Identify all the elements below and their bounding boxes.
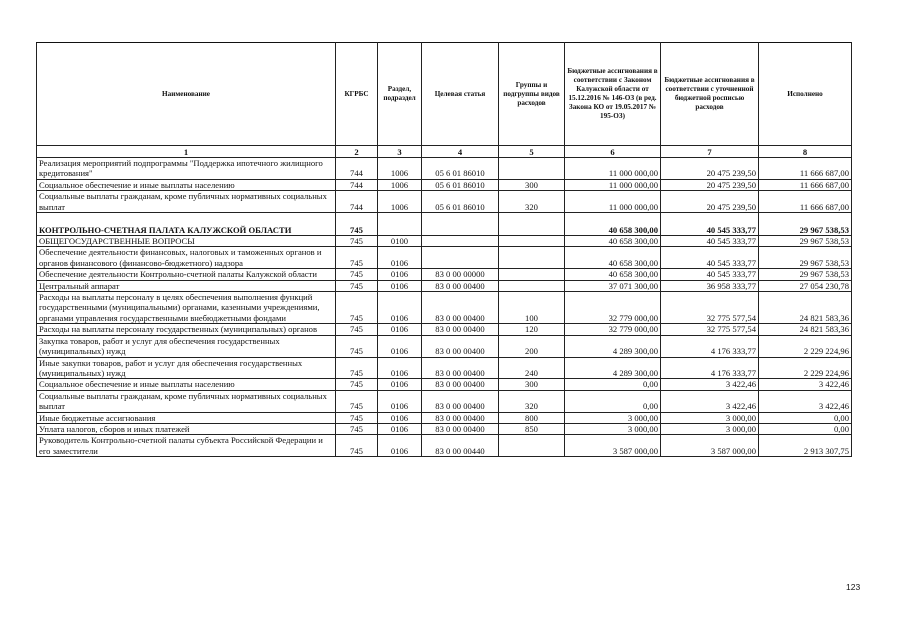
row-kgrbs: 744 xyxy=(336,158,378,180)
row-executed: 3 422,46 xyxy=(759,379,852,390)
table-row xyxy=(37,247,852,269)
row-section: 0106 xyxy=(378,280,422,291)
table-row xyxy=(37,324,852,335)
row-refined: 3 000,00 xyxy=(661,423,759,434)
row-group: 300 xyxy=(499,179,565,190)
row-target xyxy=(422,247,499,269)
row-executed: 24 821 583,36 xyxy=(759,324,852,335)
row-target: 83 0 00 00440 xyxy=(422,435,499,457)
row-executed: 27 054 230,78 xyxy=(759,280,852,291)
row-kgrbs: 745 xyxy=(336,292,378,324)
row-group: 100 xyxy=(499,292,565,324)
row-section: 0106 xyxy=(378,269,422,280)
table-row xyxy=(37,390,852,412)
row-name: Социальные выплаты гражданам, кроме публичных нормативных социальных выплат xyxy=(37,191,336,213)
header-budget: Бюджетные ассигнования в соответствии с Законом Калужской области от 15.12.2016 № 146-ОЗ (в ред. Закона КО от 19.05.2017 № 195-ОЗ) xyxy=(565,43,661,146)
row-group xyxy=(499,158,565,180)
row-kgrbs: 744 xyxy=(336,179,378,190)
row-refined: 20 475 239,50 xyxy=(661,158,759,180)
row-executed: 29 967 538,53 xyxy=(759,247,852,269)
row-refined: 3 587 000,00 xyxy=(661,435,759,457)
row-target: 83 0 00 00400 xyxy=(422,335,499,357)
row-budget: 40 658 300,00 xyxy=(565,247,661,269)
row-kgrbs: 745 xyxy=(336,412,378,423)
row-group: 320 xyxy=(499,390,565,412)
table-row xyxy=(37,379,852,390)
row-kgrbs: 745 xyxy=(336,379,378,390)
header-target: Целевая статья xyxy=(422,43,499,146)
row-budget: 11 000 000,00 xyxy=(565,179,661,190)
header-section: Раздел, подраздел xyxy=(378,43,422,146)
row-name: Социальные выплаты гражданам, кроме публичных нормативных социальных выплат xyxy=(37,390,336,412)
row-group: 120 xyxy=(499,324,565,335)
row-executed: 29 967 538,53 xyxy=(759,269,852,280)
row-refined: 4 176 333,77 xyxy=(661,357,759,379)
row-budget: 4 289 300,00 xyxy=(565,357,661,379)
row-target: 05 6 01 86010 xyxy=(422,191,499,213)
row-section: 0106 xyxy=(378,335,422,357)
row-kgrbs: 745 xyxy=(336,357,378,379)
row-section: 0106 xyxy=(378,292,422,324)
table-row xyxy=(37,158,852,180)
row-name: КОНТРОЛЬНО-СЧЕТНАЯ ПАЛАТА КАЛУЖСКОЙ ОБЛАСТИ xyxy=(37,213,336,236)
row-group: 200 xyxy=(499,335,565,357)
row-name: Закупка товаров, работ и услуг для обеспечения государственных (муниципальных) нужд xyxy=(37,335,336,357)
row-group xyxy=(499,213,565,236)
row-name: Центральный аппарат xyxy=(37,280,336,291)
row-refined: 32 775 577,54 xyxy=(661,324,759,335)
row-name: Руководитель Контрольно-счетной палаты субъекта Российской Федерации и его заместители xyxy=(37,435,336,457)
row-group: 240 xyxy=(499,357,565,379)
row-name: Реализация мероприятий подпрограммы "Поддержка ипотечного жилищного кредитования" xyxy=(37,158,336,180)
row-budget: 11 000 000,00 xyxy=(565,158,661,180)
row-target: 83 0 00 00400 xyxy=(422,412,499,423)
column-numbers-row xyxy=(37,146,852,158)
budget-table xyxy=(36,42,852,457)
row-refined: 3 422,46 xyxy=(661,390,759,412)
table-body xyxy=(37,158,852,457)
header-executed: Исполнено xyxy=(759,43,852,146)
row-budget: 0,00 xyxy=(565,379,661,390)
row-executed: 3 422,46 xyxy=(759,390,852,412)
row-kgrbs: 744 xyxy=(336,191,378,213)
row-name: Иные закупки товаров, работ и услуг для обеспечения государственных (муниципальных) нужд xyxy=(37,357,336,379)
row-kgrbs: 745 xyxy=(336,390,378,412)
row-section: 0100 xyxy=(378,236,422,247)
row-kgrbs: 745 xyxy=(336,269,378,280)
row-kgrbs: 745 xyxy=(336,213,378,236)
row-refined: 3 000,00 xyxy=(661,412,759,423)
table-row xyxy=(37,435,852,457)
row-executed: 11 666 687,00 xyxy=(759,191,852,213)
row-target: 83 0 00 00400 xyxy=(422,324,499,335)
row-group: 300 xyxy=(499,379,565,390)
column-number: 4 xyxy=(422,146,499,158)
row-name: Расходы на выплаты персоналу государственных (муниципальных) органов xyxy=(37,324,336,335)
row-target xyxy=(422,236,499,247)
row-target: 83 0 00 00000 xyxy=(422,269,499,280)
row-refined: 36 958 333,77 xyxy=(661,280,759,291)
row-group xyxy=(499,435,565,457)
header-kgrbs: КГРБС xyxy=(336,43,378,146)
row-section: 0106 xyxy=(378,247,422,269)
table-row xyxy=(37,280,852,291)
column-number: 3 xyxy=(378,146,422,158)
row-refined: 40 545 333,77 xyxy=(661,236,759,247)
row-name: Расходы на выплаты персоналу в целях обеспечения выполнения функций государственными (муниципальными) органами, казенными учреждениями, органами управления государственными внебюджетными фондами xyxy=(37,292,336,324)
row-budget: 3 000,00 xyxy=(565,412,661,423)
row-name: Обеспечение деятельности Контрольно-счетной палаты Калужской области xyxy=(37,269,336,280)
row-budget: 40 658 300,00 xyxy=(565,213,661,236)
row-budget: 40 658 300,00 xyxy=(565,236,661,247)
row-kgrbs: 745 xyxy=(336,335,378,357)
row-target: 83 0 00 00400 xyxy=(422,292,499,324)
row-refined: 40 545 333,77 xyxy=(661,247,759,269)
row-name: Социальное обеспечение и иные выплаты населению xyxy=(37,379,336,390)
header-name: Наименование xyxy=(37,43,336,146)
row-refined: 40 545 333,77 xyxy=(661,213,759,236)
row-refined: 32 775 577,54 xyxy=(661,292,759,324)
page-number: 123 xyxy=(846,582,861,592)
row-target: 05 6 01 86010 xyxy=(422,179,499,190)
row-section: 0106 xyxy=(378,435,422,457)
header-refined: Бюджетные ассигнования в соответствии с уточненной бюджетной росписью расходов xyxy=(661,43,759,146)
row-budget: 37 071 300,00 xyxy=(565,280,661,291)
column-number: 2 xyxy=(336,146,378,158)
header-group: Группы и подгруппы видов расходов xyxy=(499,43,565,146)
row-executed: 0,00 xyxy=(759,412,852,423)
row-target: 83 0 00 00400 xyxy=(422,390,499,412)
row-section: 0106 xyxy=(378,379,422,390)
row-name: Обеспечение деятельности финансовых, налоговых и таможенных органов и органов финансового (финансово-бюджетного) надзора xyxy=(37,247,336,269)
row-budget: 0,00 xyxy=(565,390,661,412)
row-budget: 3 587 000,00 xyxy=(565,435,661,457)
row-kgrbs: 745 xyxy=(336,435,378,457)
row-refined: 20 475 239,50 xyxy=(661,191,759,213)
table-row xyxy=(37,335,852,357)
row-section: 0106 xyxy=(378,390,422,412)
row-section: 0106 xyxy=(378,423,422,434)
table-row xyxy=(37,412,852,423)
row-budget: 3 000,00 xyxy=(565,423,661,434)
row-group: 800 xyxy=(499,412,565,423)
row-name: ОБЩЕГОСУДАРСТВЕННЫЕ ВОПРОСЫ xyxy=(37,236,336,247)
row-section xyxy=(378,213,422,236)
row-executed: 11 666 687,00 xyxy=(759,158,852,180)
row-target: 05 6 01 86010 xyxy=(422,158,499,180)
table-row xyxy=(37,236,852,247)
row-refined: 40 545 333,77 xyxy=(661,269,759,280)
row-refined: 20 475 239,50 xyxy=(661,179,759,190)
row-refined: 3 422,46 xyxy=(661,379,759,390)
row-kgrbs: 745 xyxy=(336,280,378,291)
row-group xyxy=(499,247,565,269)
row-kgrbs: 745 xyxy=(336,423,378,434)
row-executed: 2 913 307,75 xyxy=(759,435,852,457)
row-kgrbs: 745 xyxy=(336,324,378,335)
column-number: 7 xyxy=(661,146,759,158)
table-row xyxy=(37,191,852,213)
row-executed: 11 666 687,00 xyxy=(759,179,852,190)
table-row xyxy=(37,357,852,379)
row-section: 1006 xyxy=(378,179,422,190)
row-target: 83 0 00 00400 xyxy=(422,423,499,434)
row-section: 0106 xyxy=(378,412,422,423)
table-row xyxy=(37,213,852,236)
row-target: 83 0 00 00400 xyxy=(422,280,499,291)
row-target: 83 0 00 00400 xyxy=(422,357,499,379)
row-budget: 32 779 000,00 xyxy=(565,292,661,324)
table-header xyxy=(37,43,852,158)
table-row xyxy=(37,292,852,324)
column-number: 5 xyxy=(499,146,565,158)
row-budget: 4 289 300,00 xyxy=(565,335,661,357)
row-group: 320 xyxy=(499,191,565,213)
table-row xyxy=(37,423,852,434)
row-budget: 11 000 000,00 xyxy=(565,191,661,213)
row-target: 83 0 00 00400 xyxy=(422,379,499,390)
row-section: 0106 xyxy=(378,357,422,379)
row-refined: 4 176 333,77 xyxy=(661,335,759,357)
row-group xyxy=(499,280,565,291)
row-group xyxy=(499,269,565,280)
column-number: 1 xyxy=(37,146,336,158)
row-executed: 29 967 538,53 xyxy=(759,213,852,236)
column-number: 8 xyxy=(759,146,852,158)
row-executed: 2 229 224,96 xyxy=(759,357,852,379)
row-group xyxy=(499,236,565,247)
row-kgrbs: 745 xyxy=(336,247,378,269)
row-group: 850 xyxy=(499,423,565,434)
row-target xyxy=(422,213,499,236)
row-executed: 29 967 538,53 xyxy=(759,236,852,247)
row-section: 1006 xyxy=(378,158,422,180)
row-name: Иные бюджетные ассигнования xyxy=(37,412,336,423)
column-number: 6 xyxy=(565,146,661,158)
table-row xyxy=(37,269,852,280)
row-executed: 2 229 224,96 xyxy=(759,335,852,357)
row-budget: 32 779 000,00 xyxy=(565,324,661,335)
table-row xyxy=(37,179,852,190)
row-section: 1006 xyxy=(378,191,422,213)
row-executed: 0,00 xyxy=(759,423,852,434)
row-name: Уплата налогов, сборов и иных платежей xyxy=(37,423,336,434)
row-kgrbs: 745 xyxy=(336,236,378,247)
row-name: Социальное обеспечение и иные выплаты населению xyxy=(37,179,336,190)
row-budget: 40 658 300,00 xyxy=(565,269,661,280)
row-section: 0106 xyxy=(378,324,422,335)
row-executed: 24 821 583,36 xyxy=(759,292,852,324)
